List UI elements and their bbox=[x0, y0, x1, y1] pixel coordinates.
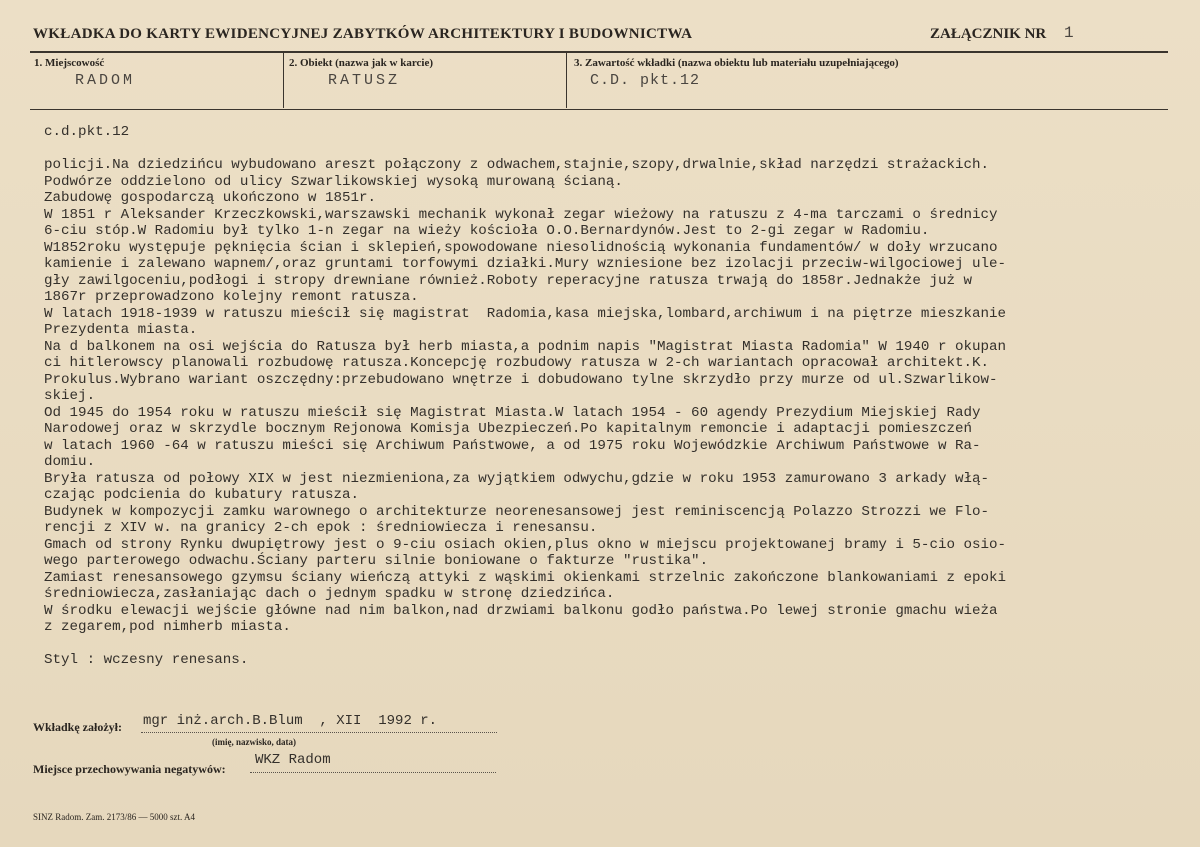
object-label: 2. Obiekt (nazwa jak w karcie) bbox=[289, 57, 434, 69]
body-line: z zegarem,pod nimherb miasta. bbox=[44, 619, 291, 635]
header-bottom-rule bbox=[30, 109, 1168, 110]
body-line: Od 1945 do 1954 roku w ratuszu mieścił się Magistrat Miasta.W latach 1954 - 60 agendy Prezydium Miejskiej Rady bbox=[44, 404, 981, 421]
body-line: 1867r przeprowadzono kolejny remont ratusza. bbox=[44, 289, 419, 305]
header-top-rule bbox=[30, 51, 1168, 53]
created-by-label: Wkładkę założył: bbox=[33, 720, 122, 734]
place-label: 1. Miejscowość bbox=[34, 57, 105, 69]
box-divider-1 bbox=[283, 52, 284, 108]
body-line: w latach 1960 -64 w ratuszu mieści się Archiwum Państwowe, a od 1975 roku Wojewódzkie Archiwum Państwowe w Ra- bbox=[44, 437, 981, 454]
created-by-value: mgr inż.arch.B.Blum , XII 1992 r. bbox=[143, 713, 438, 729]
content-label: 3. Zawartość wkładki (nazwa obiektu lub materiału uzupełniającego) bbox=[574, 57, 899, 69]
negatives-value: WKZ Radom bbox=[255, 752, 331, 768]
place-value: RADOM bbox=[75, 72, 136, 89]
body-line: kamienie i zalewano wapnem/,oraz gruntami torfowymi działki.Mury wzniesione bez izolacji przeciw-wilgociowej ule- bbox=[44, 256, 1007, 272]
body-line: Zamiast renesansowego gzymsu ściany wieńczą attyki z wąskimi okienkami strzelnic zakończone blankowaniami z epoki bbox=[44, 569, 1007, 586]
body-line: ci hitlerowscy planowali rozbudowę ratusza.Koncepcję rozbudowy ratusza w 2-ch wariantach opracował architekt.K. bbox=[44, 355, 990, 371]
body-line: Budynek w kompozycji zamku warownego o architekturze neorenesansowej jest reminiscencją Polazzo Strozzi we Flo- bbox=[44, 503, 990, 520]
body-line: W1852roku występuje pęknięcia ścian i sklepień,spowodowane niesolidnością wykonania fundamentów/ w doły wrzucano bbox=[44, 239, 998, 256]
body-line: Narodowej oraz w skrzydle bocznym Rejonowa Komisja Ubezpieczeń.Po kapitalnym remoncie i adaptacji pomieszczeń bbox=[44, 421, 973, 437]
body-line: domiu. bbox=[44, 454, 96, 470]
body-line: Podwórze oddzielono od ulicy Szwarlikowskiej wysoką murowaną ścianą. bbox=[44, 173, 623, 190]
body-line: c.d.pkt.12 bbox=[44, 124, 130, 140]
print-info: SINZ Radom. Zam. 2173/86 — 5000 szt. A4 bbox=[33, 812, 195, 822]
box-divider-2 bbox=[566, 52, 567, 108]
body-line: W latach 1918-1939 w ratuszu mieścił się magistrat Radomia,kasa miejska,lombard,archiwum i na piętrze mieszkanie bbox=[44, 305, 1007, 322]
body-line: 6-ciu stóp.W Radomiu był tylko 1-n zegar na wieży kościoła O.O.Bernardynów.Jest to 2-gi zegar w Radomiu. bbox=[44, 223, 930, 239]
body-line: gły zawilgoceniu,podłogi i stropy drewniane również.Roboty reperacyjne ratusza trwają do 1858r.Jednakże już w bbox=[44, 272, 973, 289]
body-line: Prezydenta miasta. bbox=[44, 322, 198, 338]
typed-description bbox=[44, 124, 1006, 669]
body-line: skiej. bbox=[44, 388, 96, 404]
annex-label: ZAŁĄCZNIK NR bbox=[930, 26, 1047, 42]
body-line: W środku elewacji wejście główne nad nim balkon,nad drzwiami balkonu godło państwa.Po lewej stronie gmachu wieża bbox=[44, 602, 998, 619]
body-line: policji.Na dziedzińcu wybudowano areszt połączony z odwachem,stajnie,szopy,drwalnie,skład narzędzi strażackich. bbox=[44, 157, 990, 173]
document-title: WKŁADKA DO KARTY EWIDENCYJNEJ ZABYTKÓW ARCHITEKTURY I BUDOWNICTWA bbox=[33, 26, 693, 42]
body-line: Zabudowę gospodarczą ukończono w 1851r. bbox=[44, 190, 377, 206]
object-value: RATUSZ bbox=[328, 72, 401, 89]
body-line: W 1851 r Aleksander Krzeczkowski,warszawski mechanik wykonał zegar wieżowy na ratuszu z 4-ma tarczami o średnicy bbox=[44, 206, 998, 223]
body-line: Gmach od strony Rynku dwupiętrowy jest o 9-ciu osiach okien,plus okno w miejscu projektowanej bramy i 5-cio osio- bbox=[44, 536, 1007, 553]
body-line: wego parterowego odwachu.Ściany parteru silnie boniowane o fakturze "rustika". bbox=[44, 553, 709, 569]
body-line: Styl : wczesny renesans. bbox=[44, 652, 249, 668]
negatives-dotted-line bbox=[250, 772, 496, 773]
body-line: Prokulus.Wybrano wariant oszczędny:przebudowano wnętrze i dobudowano tylne skrzydło przy murze od ul.Szwarlikow- bbox=[44, 371, 998, 388]
body-line: czając podcienia do kubatury ratusza. bbox=[44, 487, 360, 503]
body-line: Bryła ratusza od połowy XIX w jest niezmieniona,za wyjątkiem odwychu,gdzie w roku 1953 zamurowano 3 arkady włą- bbox=[44, 470, 990, 487]
content-value: C.D. pkt.12 bbox=[590, 72, 701, 89]
body-line: rencji z XIV w. na granicy 2-ch epok : średniowiecza i renesansu. bbox=[44, 520, 598, 536]
body-line bbox=[44, 636, 1006, 653]
annex-number: 1 bbox=[1064, 24, 1074, 42]
body-line: średniowiecza,zasłaniając dach o jednym spadku w stronę dziedzińca. bbox=[44, 586, 615, 602]
created-by-hint: (imię, nazwisko, data) bbox=[212, 737, 296, 747]
body-line bbox=[44, 141, 1006, 158]
created-by-dotted-line bbox=[141, 732, 497, 733]
negatives-label: Miejsce przechowywania negatywów: bbox=[33, 762, 226, 776]
body-line: Na d balkonem na osi wejścia do Ratusza był herb miasta,a podnim napis "Magistrat Miasta Radomia" W 1940 r okupan bbox=[44, 338, 1007, 355]
